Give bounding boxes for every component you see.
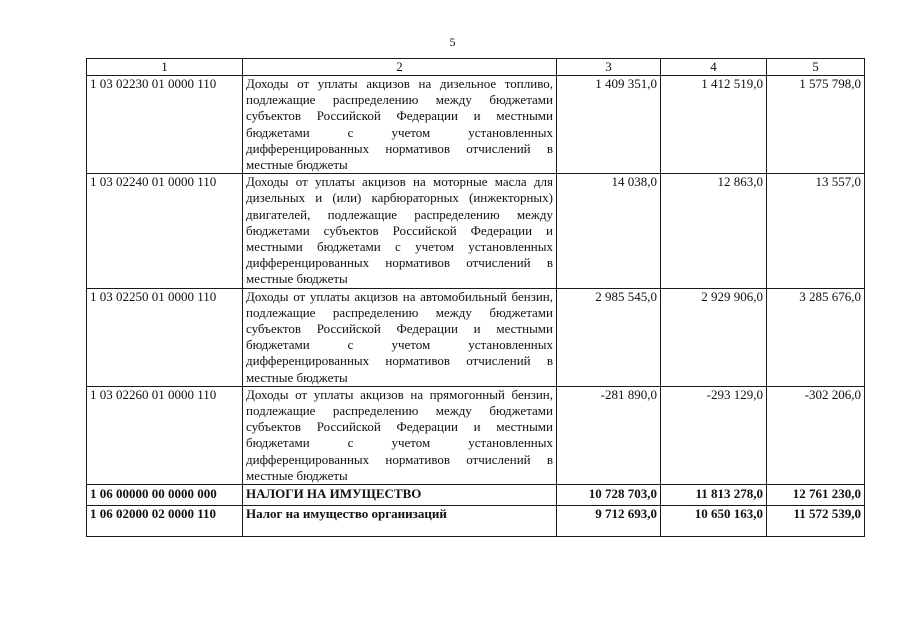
row-value-5: -302 206,0	[767, 386, 865, 484]
table-row	[87, 174, 865, 288]
row-value-3: 10 728 703,0	[557, 485, 661, 506]
table-row	[87, 76, 865, 174]
row-value-3: 2 985 545,0	[557, 288, 661, 386]
row-code: 1 06 02000 02 0000 110	[87, 506, 243, 537]
column-header-value-4: 4	[661, 59, 767, 76]
row-code: 1 03 02250 01 0000 110	[87, 288, 243, 386]
column-header-value-3: 3	[557, 59, 661, 76]
row-code: 1 03 02240 01 0000 110	[87, 174, 243, 288]
budget-revenue-table	[86, 58, 865, 537]
row-code: 1 06 00000 00 0000 000	[87, 485, 243, 506]
table-row-total	[87, 485, 865, 506]
table-row	[87, 288, 865, 386]
column-header-code: 1	[87, 59, 243, 76]
row-description: НАЛОГИ НА ИМУЩЕСТВО	[243, 485, 557, 506]
row-description: Доходы от уплаты акцизов на дизельное топливо, подлежащие распределению между бюджетами субъектов Российской Федерации и местными бюджетами с учетом установленных дифференцированных нормативов отчислений в местные бюджеты	[243, 76, 557, 174]
row-value-5: 11 572 539,0	[767, 506, 865, 537]
row-value-3: -281 890,0	[557, 386, 661, 484]
table-row-subtotal	[87, 506, 865, 537]
row-code: 1 03 02230 01 0000 110	[87, 76, 243, 174]
table-row	[87, 386, 865, 484]
row-value-3: 9 712 693,0	[557, 506, 661, 537]
row-value-4: -293 129,0	[661, 386, 767, 484]
row-value-5: 1 575 798,0	[767, 76, 865, 174]
row-value-4: 11 813 278,0	[661, 485, 767, 506]
row-description: Налог на имущество организаций	[243, 506, 557, 537]
table-header-row	[87, 59, 865, 76]
row-value-5: 13 557,0	[767, 174, 865, 288]
column-header-value-5: 5	[767, 59, 865, 76]
row-value-3: 1 409 351,0	[557, 76, 661, 174]
row-value-4: 12 863,0	[661, 174, 767, 288]
row-description: Доходы от уплаты акцизов на моторные масла для дизельных и (или) карбюраторных (инжекторных) двигателей, подлежащие распределению между бюджетами субъектов Российской Федерации и местными бюджетами с учетом установленных дифференцированных нормативов отчислений в местные бюджеты	[243, 174, 557, 288]
page-number: 5	[449, 35, 456, 49]
row-value-4: 2 929 906,0	[661, 288, 767, 386]
row-value-4: 10 650 163,0	[661, 506, 767, 537]
column-header-description: 2	[243, 59, 557, 76]
row-description: Доходы от уплаты акцизов на автомобильный бензин, подлежащие распределению между бюджетами субъектов Российской Федерации и местными бюджетами с учетом установленных дифференцированных нормативов отчислений в местные бюджеты	[243, 288, 557, 386]
row-description: Доходы от уплаты акцизов на прямогонный бензин, подлежащие распределению между бюджетами субъектов Российской Федерации и местными бюджетами с учетом установленных дифференцированных нормативов отчислений в местные бюджеты	[243, 386, 557, 484]
row-value-3: 14 038,0	[557, 174, 661, 288]
row-value-5: 12 761 230,0	[767, 485, 865, 506]
row-code: 1 03 02260 01 0000 110	[87, 386, 243, 484]
row-value-5: 3 285 676,0	[767, 288, 865, 386]
row-value-4: 1 412 519,0	[661, 76, 767, 174]
